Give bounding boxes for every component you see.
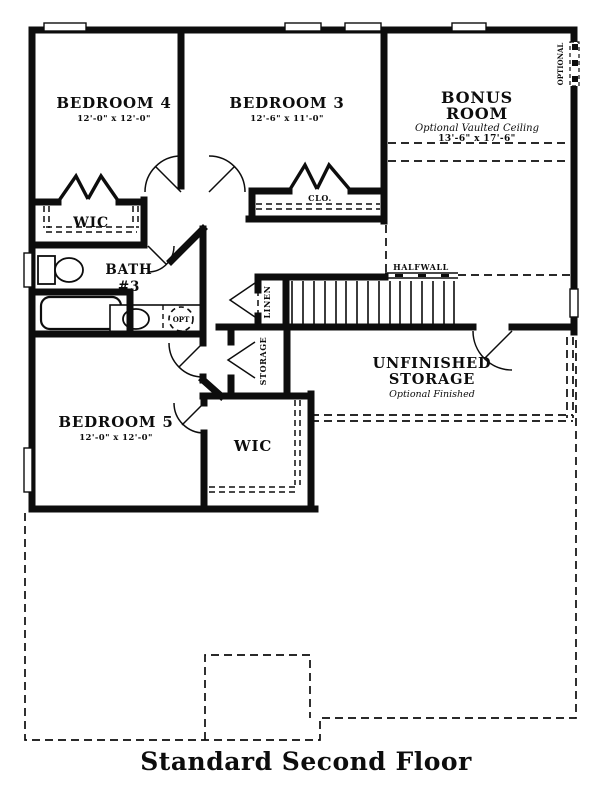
halfwall-line bbox=[385, 273, 458, 278]
window-left-bed5 bbox=[24, 448, 32, 492]
porch-outline bbox=[205, 655, 310, 740]
storage-closet-door bbox=[228, 342, 255, 378]
window-right-bonus bbox=[570, 289, 578, 317]
unfinished-storage-label-2: STORAGE bbox=[388, 371, 476, 388]
bath3-label-2: #3 bbox=[117, 279, 141, 295]
bath3-label-1: BATH bbox=[105, 262, 153, 278]
closet-bed3-bifold-doors bbox=[289, 165, 351, 191]
wic-bed5-label: WIC bbox=[233, 437, 273, 455]
bonus-room-label-1: BONUS bbox=[441, 88, 513, 107]
bathtub bbox=[41, 297, 121, 329]
linen-label: LINEN bbox=[262, 285, 272, 319]
hall-south-wall bbox=[203, 334, 221, 396]
closet-bed3-shelf-marks bbox=[256, 204, 380, 209]
bedroom5-dims: 12'-0" x 12'-0" bbox=[79, 433, 153, 443]
window-top-3 bbox=[345, 23, 381, 31]
wic-bed4-bifold-doors bbox=[58, 176, 119, 202]
bedroom4-label: BEDROOM 4 bbox=[56, 94, 172, 112]
opt-fixture-label: OPT bbox=[172, 315, 190, 324]
halfwall-label: HALFWALL bbox=[393, 262, 449, 272]
bedroom5-door bbox=[169, 343, 203, 377]
window-top-4 bbox=[452, 23, 486, 31]
window-top-1 bbox=[44, 23, 86, 31]
toilet-bowl bbox=[55, 258, 83, 282]
plan-title: Standard Second Floor bbox=[140, 747, 472, 776]
staircase bbox=[292, 281, 454, 324]
bedroom5-label: BEDROOM 5 bbox=[58, 413, 174, 431]
toilet-tank bbox=[38, 256, 55, 284]
window-left-bath bbox=[24, 253, 32, 287]
unfinished-storage-note: Optional Finished bbox=[389, 389, 475, 400]
bonus-room-label-2: ROOM bbox=[445, 104, 509, 123]
bonus-room-note: Optional Vaulted Ceiling bbox=[414, 123, 540, 134]
wic-bed4-label: WIC bbox=[73, 215, 109, 231]
stair-treads bbox=[292, 281, 454, 324]
optional-window-label: OPTIONAL bbox=[556, 42, 565, 86]
bedroom4-door bbox=[145, 156, 181, 192]
bedroom4-dims: 12'-0" x 12'-0" bbox=[77, 114, 151, 124]
bedroom3-label: BEDROOM 3 bbox=[229, 94, 345, 112]
unfinished-storage-label-1: UNFINISHED bbox=[372, 355, 492, 372]
bedroom3-door bbox=[209, 156, 245, 192]
storage-closet-label: STORAGE bbox=[258, 336, 268, 386]
optional-window bbox=[570, 42, 579, 86]
bonus-room-dims: 13'-6" x 17'-6" bbox=[438, 134, 516, 144]
unfinished-storage-right-boundary bbox=[567, 337, 573, 418]
window-top-2 bbox=[285, 23, 321, 31]
unfinished-storage-bottom-boundary bbox=[311, 415, 573, 421]
bedroom3-dims: 12'-6" x 11'-0" bbox=[250, 114, 324, 124]
wic-bed5-door bbox=[174, 403, 204, 433]
linen-door bbox=[230, 283, 255, 317]
closet-bed3-label: CLO. bbox=[308, 193, 332, 203]
